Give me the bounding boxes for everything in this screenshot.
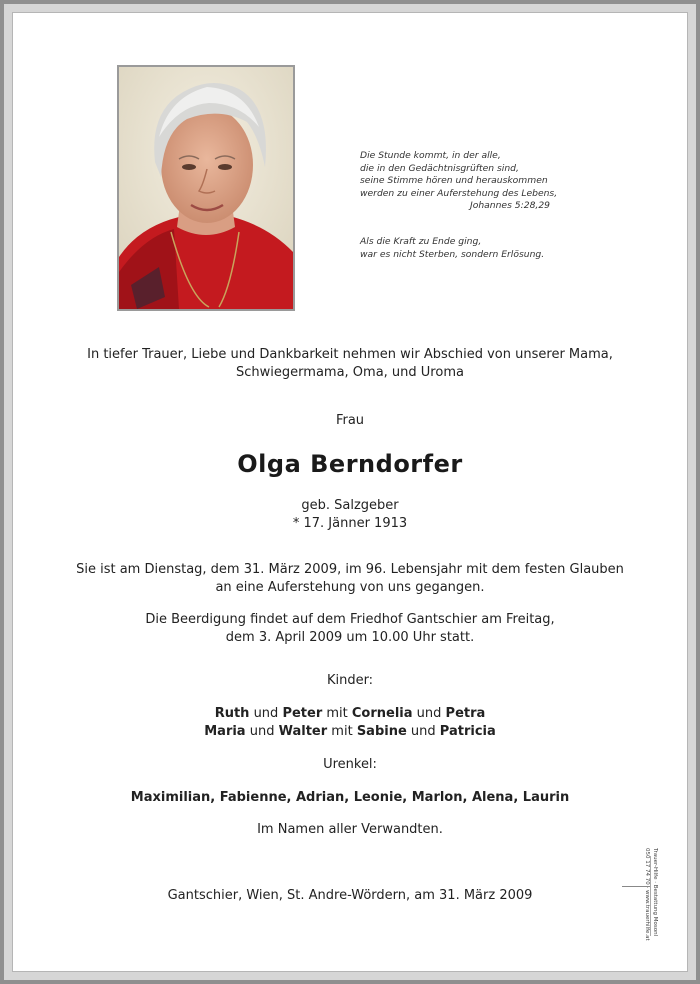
- spouse-name: Walter: [278, 724, 328, 739]
- portrait-image: [119, 67, 293, 309]
- portrait-photo: [117, 65, 295, 311]
- grandchild-name: Sabine: [356, 724, 407, 739]
- quote-line: seine Stimme hören und herauskommen: [360, 175, 548, 186]
- conjunction: und: [249, 724, 275, 739]
- farewell-quote: [360, 236, 590, 261]
- great-grandchildren-list: Maximilian, Fabienne, Adrian, Leonie, Marlon, Alena, Laurin: [130, 790, 570, 805]
- grandchild-name: Patricia: [439, 724, 496, 739]
- deceased-name: Olga Berndorfer: [237, 450, 463, 478]
- child-name: Ruth: [214, 706, 250, 721]
- intro-line: In tiefer Trauer, Liebe und Dankbarkeit nehmen wir Abschied von unserer Mama,: [87, 347, 613, 362]
- conjunction: mit: [326, 706, 348, 721]
- grandchild-name: Cornelia: [351, 706, 413, 721]
- imprint: [640, 848, 668, 948]
- closing-text: Im Namen aller Verwandten.: [257, 822, 443, 837]
- quote-line: Die Stunde kommt, in der alle,: [360, 150, 501, 161]
- place-date: Gantschier, Wien, St. Andre-Wördern, am 31. März 2009: [167, 888, 533, 903]
- child-name: Maria: [204, 724, 246, 739]
- great-grandchildren-label: Urenkel:: [323, 757, 377, 772]
- conjunction: und: [253, 706, 279, 721]
- birth-date: * 17. Jänner 1913: [292, 516, 408, 531]
- children-row: [0, 705, 700, 723]
- conjunction: mit: [331, 724, 353, 739]
- quote-reference: Johannes 5:28,29: [470, 200, 551, 211]
- grandchild-name: Petra: [445, 706, 486, 721]
- salutation: Frau: [335, 413, 365, 428]
- birth-name: geb. Salzgeber: [301, 498, 399, 513]
- quote-line: war es nicht Sterben, sondern Erlösung.: [360, 248, 545, 260]
- imprint-line: 050 17 74 70 · www.trauerhilfe.at: [644, 848, 650, 941]
- conjunction: und: [410, 724, 436, 739]
- bible-quote: [360, 150, 590, 213]
- funeral-line: Die Beerdigung findet auf dem Friedhof Gantschier am Freitag,: [145, 612, 555, 627]
- children-label: Kinder:: [326, 673, 374, 688]
- children-list: [0, 705, 700, 741]
- children-row: [0, 723, 700, 741]
- quote-line: werden zu einer Auferstehung des Lebens,: [360, 187, 558, 199]
- funeral-notice: [0, 611, 700, 647]
- death-line: an eine Auferstehung von uns gegangen.: [215, 580, 485, 595]
- birth-info: [0, 497, 700, 533]
- funeral-line: dem 3. April 2009 um 10.00 Uhr statt.: [225, 630, 475, 645]
- death-line: Sie ist am Dienstag, dem 31. März 2009, im 96. Lebensjahr mit dem festen Glauben: [76, 562, 624, 577]
- intro-text: [0, 346, 700, 382]
- death-notice: [0, 561, 700, 597]
- quote-line: Als die Kraft zu Ende ging,: [360, 236, 482, 247]
- imprint-line: Trauer-Hilfe · Bestattung Mosonl: [652, 848, 658, 937]
- conjunction: und: [416, 706, 442, 721]
- spouse-name: Peter: [282, 706, 323, 721]
- intro-line: Schwiegermama, Oma, und Uroma: [236, 365, 464, 380]
- quote-line: die in den Gedächtnisgrüften sind,: [360, 162, 519, 174]
